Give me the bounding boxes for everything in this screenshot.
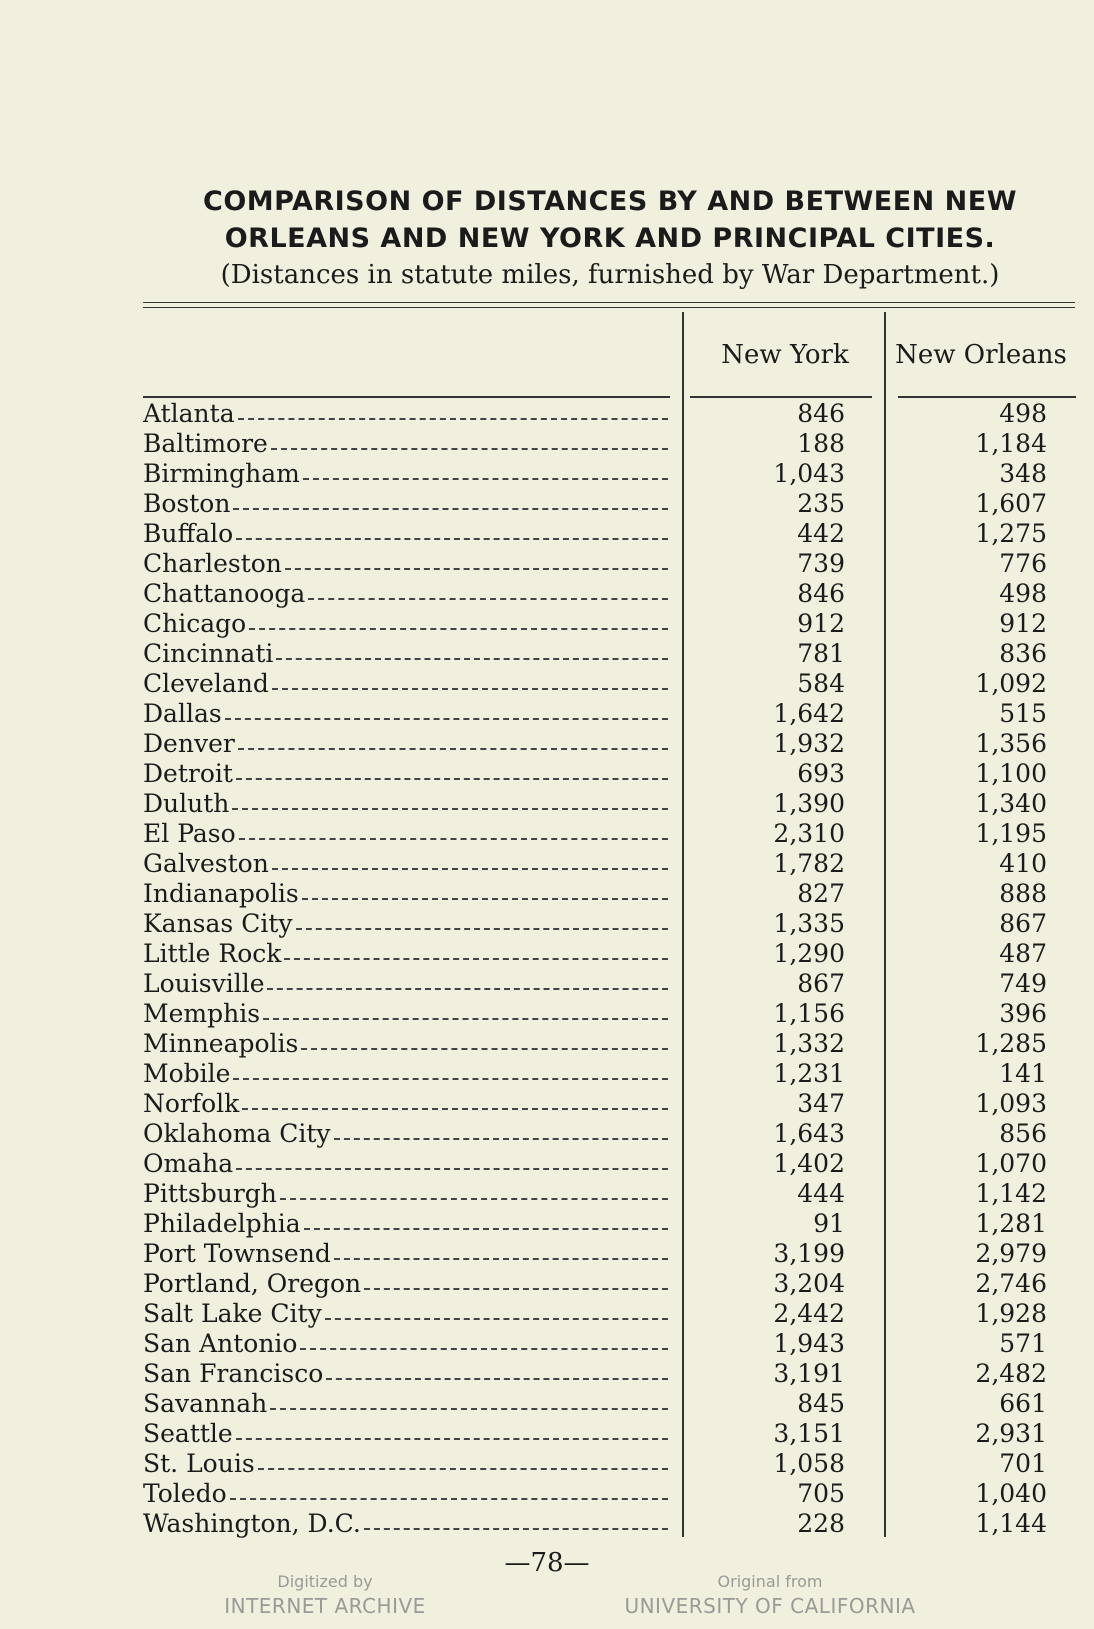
city-name: Portland, Oregon	[143, 1269, 362, 1298]
new-orleans-distance: 1,928	[975, 1299, 1047, 1328]
new-orleans-distance: 487	[999, 939, 1047, 968]
new-orleans-distance: 856	[999, 1119, 1047, 1148]
city-name: Louisville	[143, 969, 265, 998]
table-row	[143, 1419, 1075, 1449]
city-name: Cleveland	[143, 669, 269, 698]
new-orleans-distance: 1,070	[975, 1149, 1047, 1178]
city-name: Indianapolis	[143, 879, 299, 908]
table-row	[143, 999, 1075, 1029]
new-york-distance: 1,231	[773, 1059, 845, 1088]
new-york-distance: 1,043	[773, 459, 845, 488]
new-orleans-distance: 2,482	[975, 1359, 1047, 1388]
table-row	[143, 609, 1075, 639]
distance-table	[143, 399, 1075, 1539]
table-row	[143, 879, 1075, 909]
city-cell	[143, 669, 668, 699]
new-orleans-distance: 912	[999, 609, 1047, 638]
new-york-distance: 2,310	[773, 819, 845, 848]
city-cell	[143, 1149, 668, 1179]
table-row	[143, 1509, 1075, 1539]
city-cell	[143, 879, 668, 909]
table-row	[143, 639, 1075, 669]
city-name: Minneapolis	[143, 1029, 299, 1058]
dot-leader	[239, 836, 668, 840]
city-name: Kansas City	[143, 909, 293, 938]
city-cell	[143, 549, 668, 579]
dot-leader	[364, 1286, 668, 1290]
new-york-distance: 228	[797, 1509, 845, 1538]
city-name: Norfolk	[143, 1089, 240, 1118]
dot-leader	[238, 746, 668, 750]
new-orleans-distance: 776	[999, 549, 1047, 578]
table-row	[143, 1029, 1075, 1059]
watermark-original	[620, 1571, 920, 1619]
new-york-distance: 693	[797, 759, 845, 788]
new-orleans-distance: 1,144	[975, 1509, 1047, 1538]
dot-leader	[236, 776, 668, 780]
dot-leader	[258, 1466, 668, 1470]
new-orleans-distance: 1,142	[975, 1179, 1047, 1208]
city-cell	[143, 609, 668, 639]
top-rule-2	[143, 307, 1075, 308]
dot-leader	[326, 1376, 668, 1380]
new-york-distance: 1,390	[773, 789, 845, 818]
dot-leader	[334, 1256, 668, 1260]
dot-leader	[304, 1226, 668, 1230]
new-orleans-distance: 1,275	[975, 519, 1047, 548]
new-orleans-distance: 348	[999, 459, 1047, 488]
dot-leader	[272, 866, 668, 870]
city-name: Buffalo	[143, 519, 234, 548]
table-row	[143, 789, 1075, 819]
new-orleans-distance: 515	[999, 699, 1047, 728]
city-cell	[143, 1209, 668, 1239]
dot-leader	[302, 896, 668, 900]
new-orleans-distance: 1,281	[975, 1209, 1047, 1238]
city-name: Birmingham	[143, 459, 300, 488]
top-rule-1	[143, 302, 1075, 303]
table-row	[143, 939, 1075, 969]
dot-leader	[232, 806, 668, 810]
city-cell	[143, 399, 668, 429]
new-york-distance: 3,151	[773, 1419, 845, 1448]
dot-leader	[272, 686, 668, 690]
new-york-distance: 1,402	[773, 1149, 845, 1178]
city-name: Omaha	[143, 1149, 234, 1178]
city-name: Little Rock	[143, 939, 282, 968]
new-orleans-distance: 1,607	[975, 489, 1047, 518]
column-header-new-york: New York	[721, 340, 849, 370]
new-york-distance: 1,643	[773, 1119, 845, 1148]
dot-leader	[242, 1106, 668, 1110]
city-name: Port Townsend	[143, 1239, 331, 1268]
city-name: Duluth	[143, 789, 230, 818]
dot-leader	[230, 1496, 668, 1500]
dot-leader	[325, 1316, 668, 1320]
city-cell	[143, 1059, 668, 1089]
city-cell	[143, 1359, 668, 1389]
city-name: Dallas	[143, 699, 222, 728]
city-name: Atlanta	[143, 399, 235, 428]
new-orleans-distance: 867	[999, 909, 1047, 938]
city-cell	[143, 1509, 668, 1539]
city-name: San Antonio	[143, 1329, 298, 1358]
dot-leader	[271, 446, 668, 450]
new-orleans-distance: 1,040	[975, 1479, 1047, 1508]
table-row	[143, 1149, 1075, 1179]
new-york-distance: 739	[797, 549, 845, 578]
dot-leader	[233, 1076, 668, 1080]
city-cell	[143, 489, 668, 519]
city-cell	[143, 1119, 668, 1149]
dot-leader	[296, 926, 669, 930]
new-orleans-distance: 701	[999, 1449, 1047, 1478]
dot-leader	[236, 536, 668, 540]
new-york-distance: 827	[797, 879, 845, 908]
new-orleans-distance: 1,195	[975, 819, 1047, 848]
dot-leader	[284, 956, 668, 960]
new-york-distance: 1,932	[773, 729, 845, 758]
city-cell	[143, 699, 668, 729]
dot-leader	[300, 1346, 668, 1350]
city-name: Toledo	[143, 1479, 227, 1508]
new-york-distance: 705	[797, 1479, 845, 1508]
new-york-distance: 1,943	[773, 1329, 845, 1358]
dot-leader	[280, 1196, 668, 1200]
city-name: El Paso	[143, 819, 236, 848]
city-name: St. Louis	[143, 1449, 255, 1478]
city-cell	[143, 819, 668, 849]
new-orleans-distance: 1,285	[975, 1029, 1047, 1058]
table-row	[143, 519, 1075, 549]
new-york-distance: 1,782	[773, 849, 845, 878]
table-row	[143, 1299, 1075, 1329]
city-cell	[143, 1479, 668, 1509]
city-cell	[143, 1239, 668, 1269]
city-name: Baltimore	[143, 429, 268, 458]
new-york-distance: 1,290	[773, 939, 845, 968]
new-york-distance: 442	[797, 519, 845, 548]
header-underline-city	[143, 396, 670, 398]
table-row	[143, 1119, 1075, 1149]
new-orleans-distance: 888	[999, 879, 1047, 908]
new-orleans-distance: 1,092	[975, 669, 1047, 698]
table-row	[143, 1089, 1075, 1119]
new-orleans-distance: 498	[999, 399, 1047, 428]
city-cell	[143, 1449, 668, 1479]
watermark-digitized-big: INTERNET ARCHIVE	[224, 1594, 426, 1618]
city-cell	[143, 999, 668, 1029]
city-name: Seattle	[143, 1419, 233, 1448]
new-york-distance: 235	[797, 489, 845, 518]
new-york-distance: 188	[797, 429, 845, 458]
dot-leader	[308, 596, 668, 600]
dot-leader	[285, 566, 668, 570]
city-name: Galveston	[143, 849, 269, 878]
city-cell	[143, 759, 668, 789]
new-york-distance: 584	[797, 669, 845, 698]
column-header-new-orleans: New Orleans	[895, 340, 1067, 370]
table-row	[143, 909, 1075, 939]
table-row	[143, 699, 1075, 729]
city-name: Chattanooga	[143, 579, 306, 608]
watermark-original-big: UNIVERSITY OF CALIFORNIA	[624, 1594, 916, 1618]
table-row	[143, 1239, 1075, 1269]
new-orleans-distance: 2,979	[975, 1239, 1047, 1268]
new-york-distance: 1,642	[773, 699, 845, 728]
page-subtitle: (Distances in statute miles, furnished by War Department.)	[220, 260, 1000, 290]
new-york-distance: 845	[797, 1389, 845, 1418]
city-name: Boston	[143, 489, 231, 518]
city-cell	[143, 579, 668, 609]
city-cell	[143, 639, 668, 669]
new-york-distance: 1,058	[773, 1449, 845, 1478]
dot-leader	[249, 626, 668, 630]
new-york-distance: 444	[797, 1179, 845, 1208]
city-cell	[143, 789, 668, 819]
dot-leader	[301, 1046, 668, 1050]
new-orleans-distance: 1,184	[975, 429, 1047, 458]
city-cell	[143, 969, 668, 999]
city-cell	[143, 1419, 668, 1449]
city-cell	[143, 1329, 668, 1359]
new-orleans-distance: 141	[999, 1059, 1047, 1088]
table-row	[143, 669, 1075, 699]
page-number: —78—	[504, 1548, 590, 1578]
table-row	[143, 459, 1075, 489]
new-york-distance: 1,156	[773, 999, 845, 1028]
new-york-distance: 3,204	[773, 1269, 845, 1298]
dot-leader	[238, 416, 668, 420]
new-york-distance: 912	[797, 609, 845, 638]
title-line-1: COMPARISON OF DISTANCES BY AND BETWEEN NEW	[203, 186, 1017, 217]
new-orleans-distance: 571	[999, 1329, 1047, 1358]
new-york-distance: 3,199	[773, 1239, 845, 1268]
city-cell	[143, 519, 668, 549]
dot-leader	[303, 476, 668, 480]
city-cell	[143, 909, 668, 939]
table-row	[143, 489, 1075, 519]
dot-leader	[276, 656, 668, 660]
city-cell	[143, 429, 668, 459]
new-york-distance: 781	[797, 639, 845, 668]
city-cell	[143, 1389, 668, 1419]
new-orleans-distance: 1,356	[975, 729, 1047, 758]
city-cell	[143, 1029, 668, 1059]
table-row	[143, 1269, 1075, 1299]
new-orleans-distance: 1,093	[975, 1089, 1047, 1118]
watermark-original-small: Original from	[717, 1572, 823, 1591]
dot-leader	[263, 1016, 668, 1020]
table-row	[143, 1329, 1075, 1359]
dot-leader	[364, 1526, 668, 1530]
new-orleans-distance: 661	[999, 1389, 1047, 1418]
dot-leader	[267, 986, 668, 990]
table-row	[143, 1179, 1075, 1209]
table-row	[143, 819, 1075, 849]
title-line-2: ORLEANS AND NEW YORK AND PRINCIPAL CITIES.	[224, 223, 996, 254]
new-orleans-distance: 1,100	[975, 759, 1047, 788]
city-cell	[143, 939, 668, 969]
city-name: Pittsburgh	[143, 1179, 277, 1208]
city-name: Washington, D.C.	[143, 1509, 361, 1538]
city-name: Detroit	[143, 759, 233, 788]
table-row	[143, 1359, 1075, 1389]
city-cell	[143, 1269, 668, 1299]
dot-leader	[270, 1406, 668, 1410]
new-york-distance: 846	[797, 579, 845, 608]
city-name: Mobile	[143, 1059, 231, 1088]
city-name: Philadelphia	[143, 1209, 301, 1238]
dot-leader	[236, 1166, 668, 1170]
table-row	[143, 1209, 1075, 1239]
table-row	[143, 399, 1075, 429]
page-title	[140, 183, 1080, 257]
city-cell	[143, 1179, 668, 1209]
new-york-distance: 91	[813, 1209, 845, 1238]
table-row	[143, 759, 1075, 789]
header-underline-ny	[690, 396, 872, 398]
city-name: San Francisco	[143, 1359, 324, 1388]
table-row	[143, 1479, 1075, 1509]
dot-leader	[225, 716, 668, 720]
new-york-distance: 846	[797, 399, 845, 428]
new-orleans-distance: 498	[999, 579, 1047, 608]
watermark-digitized	[210, 1571, 440, 1619]
new-orleans-distance: 836	[999, 639, 1047, 668]
city-name: Cincinnati	[143, 639, 274, 668]
city-cell	[143, 849, 668, 879]
new-york-distance: 867	[797, 969, 845, 998]
new-orleans-distance: 2,746	[975, 1269, 1047, 1298]
table-row	[143, 1389, 1075, 1419]
table-row	[143, 1449, 1075, 1479]
watermark-digitized-small: Digitized by	[277, 1572, 373, 1591]
table-row	[143, 849, 1075, 879]
new-york-distance: 1,332	[773, 1029, 845, 1058]
table-row	[143, 969, 1075, 999]
city-name: Savannah	[143, 1389, 268, 1418]
dot-leader	[334, 1136, 668, 1140]
table-row	[143, 1059, 1075, 1089]
table-row	[143, 549, 1075, 579]
city-name: Oklahoma City	[143, 1119, 331, 1148]
city-cell	[143, 729, 668, 759]
city-name: Salt Lake City	[143, 1299, 322, 1328]
new-orleans-distance: 749	[999, 969, 1047, 998]
city-name: Memphis	[143, 999, 261, 1028]
new-orleans-distance: 410	[999, 849, 1047, 878]
new-york-distance: 3,191	[773, 1359, 845, 1388]
city-name: Chicago	[143, 609, 247, 638]
new-orleans-distance: 2,931	[975, 1419, 1047, 1448]
dot-leader	[236, 1436, 668, 1440]
table-row	[143, 429, 1075, 459]
dot-leader	[233, 506, 668, 510]
city-cell	[143, 1299, 668, 1329]
new-orleans-distance: 1,340	[975, 789, 1047, 818]
city-name: Denver	[143, 729, 235, 758]
header-underline-no	[898, 396, 1076, 398]
new-orleans-distance: 396	[999, 999, 1047, 1028]
city-cell	[143, 459, 668, 489]
table-row	[143, 579, 1075, 609]
city-cell	[143, 1089, 668, 1119]
new-york-distance: 2,442	[773, 1299, 845, 1328]
table-row	[143, 729, 1075, 759]
new-york-distance: 347	[797, 1089, 845, 1118]
new-york-distance: 1,335	[773, 909, 845, 938]
city-name: Charleston	[143, 549, 282, 578]
